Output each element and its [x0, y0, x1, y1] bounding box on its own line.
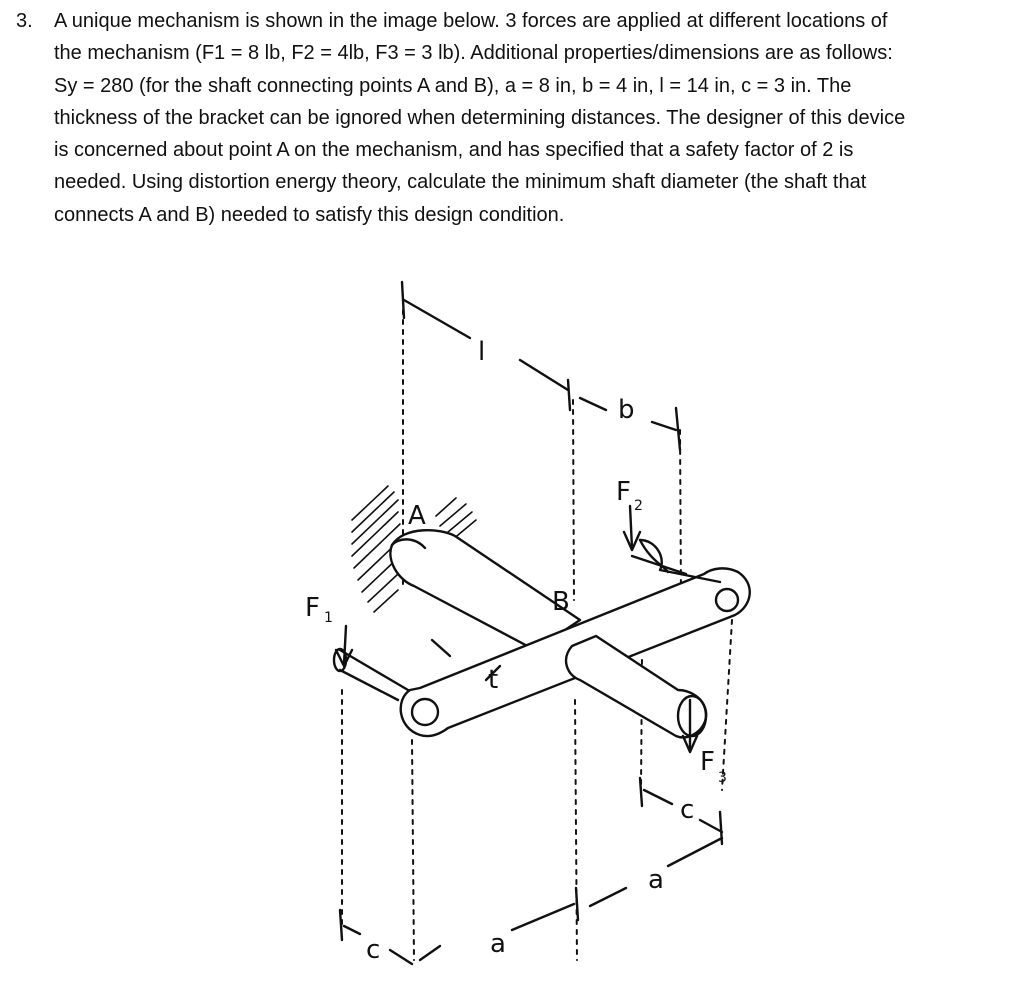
dimension-l [402, 282, 570, 410]
problem-line: A unique mechanism is shown in the image below. 3 forces are applied at different locations of [54, 10, 888, 32]
problem-line: the mechanism (F1 = 8 lb, F2 = 4lb, F3 = 3 lb). Additional properties/dimensions are as follows: [54, 42, 893, 65]
label-f3-sub: 3 [718, 770, 727, 786]
force-arrow-f1 [336, 626, 352, 666]
label-l: l [478, 337, 486, 367]
mechanism-figure [280, 270, 760, 989]
label-a-left: a [490, 929, 506, 959]
problem-line: is concerned about point A on the mechanism, and has specified that a safety factor of 2 is [54, 139, 854, 162]
label-f2-sub: 2 [634, 498, 643, 514]
label-f1-sub: 1 [324, 610, 333, 626]
label-t: t [488, 665, 499, 695]
label-b: b [618, 395, 635, 425]
problem-line: thickness of the bracket can be ignored when determining distances. The designer of this device [54, 106, 906, 129]
label-b-point: B [552, 587, 570, 617]
problem-line: Sy = 280 (for the shaft connecting points A and B), a = 8 in, b = 4 in, l = 14 in, c = 3 in. The [54, 74, 852, 97]
label-c-left: c [366, 935, 381, 965]
problem-line: needed. Using distortion energy theory, calculate the minimum shaft diameter (the shaft that [54, 171, 867, 194]
problem-text [54, 5, 1020, 231]
label-f3: F [700, 747, 715, 777]
label-c-right: c [680, 795, 695, 825]
label-f1: F [305, 593, 320, 623]
label-a-point: A [408, 501, 426, 531]
label-f2: F [616, 477, 631, 507]
problem-number: 3. [16, 10, 33, 32]
problem-line: connects A and B) needed to satisfy this design condition. [54, 203, 565, 226]
label-a-right: a [648, 865, 664, 895]
mechanism-diagram [280, 270, 760, 989]
